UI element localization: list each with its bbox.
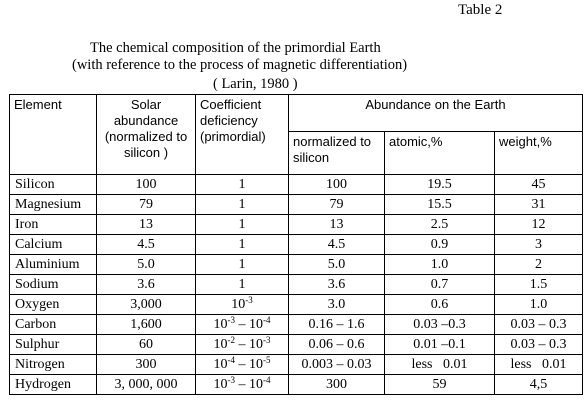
cell-weight xyxy=(495,315,583,335)
weight-value: 45 xyxy=(531,177,546,192)
solar-value: 3, 000, 000 xyxy=(114,377,178,392)
coef-base-a: 10 xyxy=(213,317,228,332)
header-coefficient-deficiency: Coefficient deficiency (primordial) xyxy=(196,95,289,175)
norm-value: 0.16 – 1.6 xyxy=(308,317,365,332)
solar-value: 60 xyxy=(139,337,153,352)
cell-element xyxy=(10,275,97,295)
atomic-value: 0.7 xyxy=(430,277,449,292)
cell-solar xyxy=(97,295,196,315)
cell-solar xyxy=(97,375,196,395)
coef-exponent-b: -5 xyxy=(263,355,271,365)
atomic-value: 15.5 xyxy=(427,197,452,212)
table-row xyxy=(10,315,583,335)
cell-atomic xyxy=(385,215,495,235)
cell-element xyxy=(10,195,97,215)
cell-element xyxy=(10,335,97,355)
table-row xyxy=(10,195,583,215)
element-name: Nitrogen xyxy=(15,357,65,372)
cell-weight xyxy=(495,195,583,215)
solar-value: 300 xyxy=(135,357,157,372)
coef-value: 1 xyxy=(238,177,246,192)
atomic-value: 59 xyxy=(432,377,447,392)
header-abundance-earth: Abundance on the Earth xyxy=(289,95,583,132)
table-row xyxy=(10,275,583,295)
coef-value: 1 xyxy=(238,277,246,292)
norm-value: 79 xyxy=(329,197,344,212)
header-solar-abundance: Solar abundance (normalized to silicon ) xyxy=(97,95,196,175)
solar-value: 3,000 xyxy=(130,297,162,312)
cell-element xyxy=(10,355,97,375)
coef-exponent-b: -4 xyxy=(263,375,271,385)
table-row xyxy=(10,335,583,355)
coef-exponent: -3 xyxy=(245,295,253,305)
norm-value: 100 xyxy=(326,177,347,192)
cell-solar xyxy=(97,235,196,255)
caption-line-2: (with reference to the process of magnetic differentiation) xyxy=(72,57,408,73)
cell-coefficient xyxy=(196,175,289,195)
cell-coefficient xyxy=(196,235,289,255)
caption-line-1: The chemical composition of the primordial Earth xyxy=(90,40,381,56)
cell-norm xyxy=(289,315,385,335)
cell-norm xyxy=(289,215,385,235)
header-normalized: normalized to silicon xyxy=(289,132,385,175)
table-row xyxy=(10,255,583,275)
weight-value: 31 xyxy=(531,197,546,212)
norm-value: 3.0 xyxy=(327,297,346,312)
element-name: Silicon xyxy=(15,177,55,192)
cell-norm xyxy=(289,335,385,355)
coef-base-b: 10 xyxy=(249,337,263,352)
cell-solar xyxy=(97,355,196,375)
norm-value: 300 xyxy=(326,377,347,392)
coef-range-separator: – xyxy=(235,337,249,352)
norm-value: 5.0 xyxy=(327,257,346,272)
cell-weight xyxy=(495,175,583,195)
cell-solar xyxy=(97,275,196,295)
element-name: Sodium xyxy=(15,277,59,292)
cell-element xyxy=(10,315,97,335)
table-row xyxy=(10,175,583,195)
atomic-value: 1.0 xyxy=(430,257,449,272)
atomic-value: less 0.01 xyxy=(411,357,468,372)
cell-atomic xyxy=(385,375,495,395)
element-name: Carbon xyxy=(15,317,57,332)
coef-base-a: 10 xyxy=(213,337,228,352)
cell-element xyxy=(10,215,97,235)
solar-value: 100 xyxy=(135,177,157,192)
cell-coefficient xyxy=(196,375,289,395)
cell-weight xyxy=(495,355,583,375)
coef-exponent-b: -4 xyxy=(263,315,271,325)
weight-value: 0.03 – 0.3 xyxy=(510,337,567,352)
cell-atomic xyxy=(385,275,495,295)
atomic-value: 19.5 xyxy=(427,177,452,192)
coef-value: 1 xyxy=(238,257,246,272)
weight-value: 2 xyxy=(535,257,542,272)
cell-solar xyxy=(97,315,196,335)
coef-base-b: 10 xyxy=(249,377,263,392)
weight-value: 12 xyxy=(531,217,546,232)
cell-weight xyxy=(495,275,583,295)
cell-coefficient xyxy=(196,315,289,335)
cell-atomic xyxy=(385,315,495,335)
coef-value: 1 xyxy=(238,197,246,212)
table-row xyxy=(10,375,583,395)
norm-value: 13 xyxy=(329,217,344,232)
cell-norm xyxy=(289,195,385,215)
cell-atomic xyxy=(385,195,495,215)
cell-norm xyxy=(289,175,385,195)
cell-element xyxy=(10,375,97,395)
coef-base-a: 10 xyxy=(213,377,228,392)
solar-value: 1,600 xyxy=(130,317,162,332)
cell-atomic xyxy=(385,235,495,255)
solar-value: 4.5 xyxy=(137,237,155,252)
coef-range-separator: – xyxy=(235,317,249,332)
weight-value: less 0.01 xyxy=(510,357,567,372)
weight-value: 1.5 xyxy=(529,277,548,292)
header-weight: weight,% xyxy=(495,132,583,175)
norm-value: 0.003 – 0.03 xyxy=(301,357,372,372)
cell-element xyxy=(10,255,97,275)
table-row xyxy=(10,215,583,235)
cell-norm xyxy=(289,355,385,375)
coef-value: 1 xyxy=(238,217,246,232)
coef-base-a: 10 xyxy=(213,357,228,372)
cell-weight xyxy=(495,255,583,275)
cell-norm xyxy=(289,255,385,275)
solar-value: 13 xyxy=(139,217,153,232)
element-name: Magnesium xyxy=(15,197,82,212)
coef-exponent-a: -2 xyxy=(227,335,235,345)
coef-range-separator: – xyxy=(235,357,249,372)
cell-coefficient xyxy=(196,215,289,235)
cell-element xyxy=(10,235,97,255)
cell-atomic xyxy=(385,175,495,195)
solar-value: 3.6 xyxy=(137,277,155,292)
weight-value: 1.0 xyxy=(529,297,548,312)
coef-range-separator: – xyxy=(235,377,249,392)
element-name: Hydrogen xyxy=(15,377,71,392)
table-row xyxy=(10,235,583,255)
cell-element xyxy=(10,295,97,315)
cell-solar xyxy=(97,175,196,195)
solar-value: 5.0 xyxy=(137,257,155,272)
atomic-value: 2.5 xyxy=(430,217,449,232)
weight-value: 4,5 xyxy=(529,377,548,392)
coef-base: 10 xyxy=(231,297,246,312)
cell-weight xyxy=(495,235,583,255)
coef-exponent-b: -3 xyxy=(263,335,271,345)
coef-exponent-a: -3 xyxy=(227,375,235,385)
element-name: Iron xyxy=(15,217,39,232)
header-atomic: atomic,% xyxy=(385,132,495,175)
table-label: Table 2 xyxy=(458,2,503,18)
cell-weight xyxy=(495,215,583,235)
cell-solar xyxy=(97,215,196,235)
cell-weight xyxy=(495,295,583,315)
solar-value: 79 xyxy=(139,197,153,212)
cell-atomic xyxy=(385,255,495,275)
cell-coefficient xyxy=(196,275,289,295)
cell-solar xyxy=(97,195,196,215)
cell-weight xyxy=(495,375,583,395)
weight-value: 0.03 – 0.3 xyxy=(510,317,567,332)
cell-coefficient xyxy=(196,255,289,275)
norm-value: 3.6 xyxy=(327,277,346,292)
element-name: Sulphur xyxy=(15,337,60,352)
element-name: Aluminium xyxy=(15,257,80,272)
cell-atomic xyxy=(385,355,495,375)
cell-coefficient xyxy=(196,195,289,215)
cell-coefficient xyxy=(196,335,289,355)
cell-norm xyxy=(289,275,385,295)
header-element: Element xyxy=(10,95,97,175)
table-row xyxy=(10,295,583,315)
coef-value: 1 xyxy=(238,237,246,252)
cell-solar xyxy=(97,335,196,355)
weight-value: 3 xyxy=(535,237,542,252)
coef-base-b: 10 xyxy=(249,317,263,332)
coef-base-b: 10 xyxy=(249,357,263,372)
coef-exponent-a: -3 xyxy=(227,315,235,325)
norm-value: 0.06 – 0.6 xyxy=(308,337,365,352)
cell-norm xyxy=(289,295,385,315)
cell-atomic xyxy=(385,335,495,355)
element-name: Oxygen xyxy=(15,297,60,312)
atomic-value: 0.9 xyxy=(430,237,449,252)
cell-atomic xyxy=(385,295,495,315)
element-name: Calcium xyxy=(15,237,63,252)
cell-weight xyxy=(495,335,583,355)
norm-value: 4.5 xyxy=(327,237,346,252)
cell-norm xyxy=(289,375,385,395)
caption-line-3: ( Larin, 1980 ) xyxy=(213,76,298,92)
table-row xyxy=(10,355,583,375)
composition-table xyxy=(9,94,583,395)
cell-norm xyxy=(289,235,385,255)
atomic-value: 0.6 xyxy=(430,297,449,312)
atomic-value: 0.03 –0.3 xyxy=(413,317,466,332)
coef-exponent-a: -4 xyxy=(227,355,235,365)
cell-solar xyxy=(97,255,196,275)
cell-coefficient xyxy=(196,355,289,375)
atomic-value: 0.01 –0.1 xyxy=(413,337,466,352)
cell-coefficient xyxy=(196,295,289,315)
cell-element xyxy=(10,175,97,195)
